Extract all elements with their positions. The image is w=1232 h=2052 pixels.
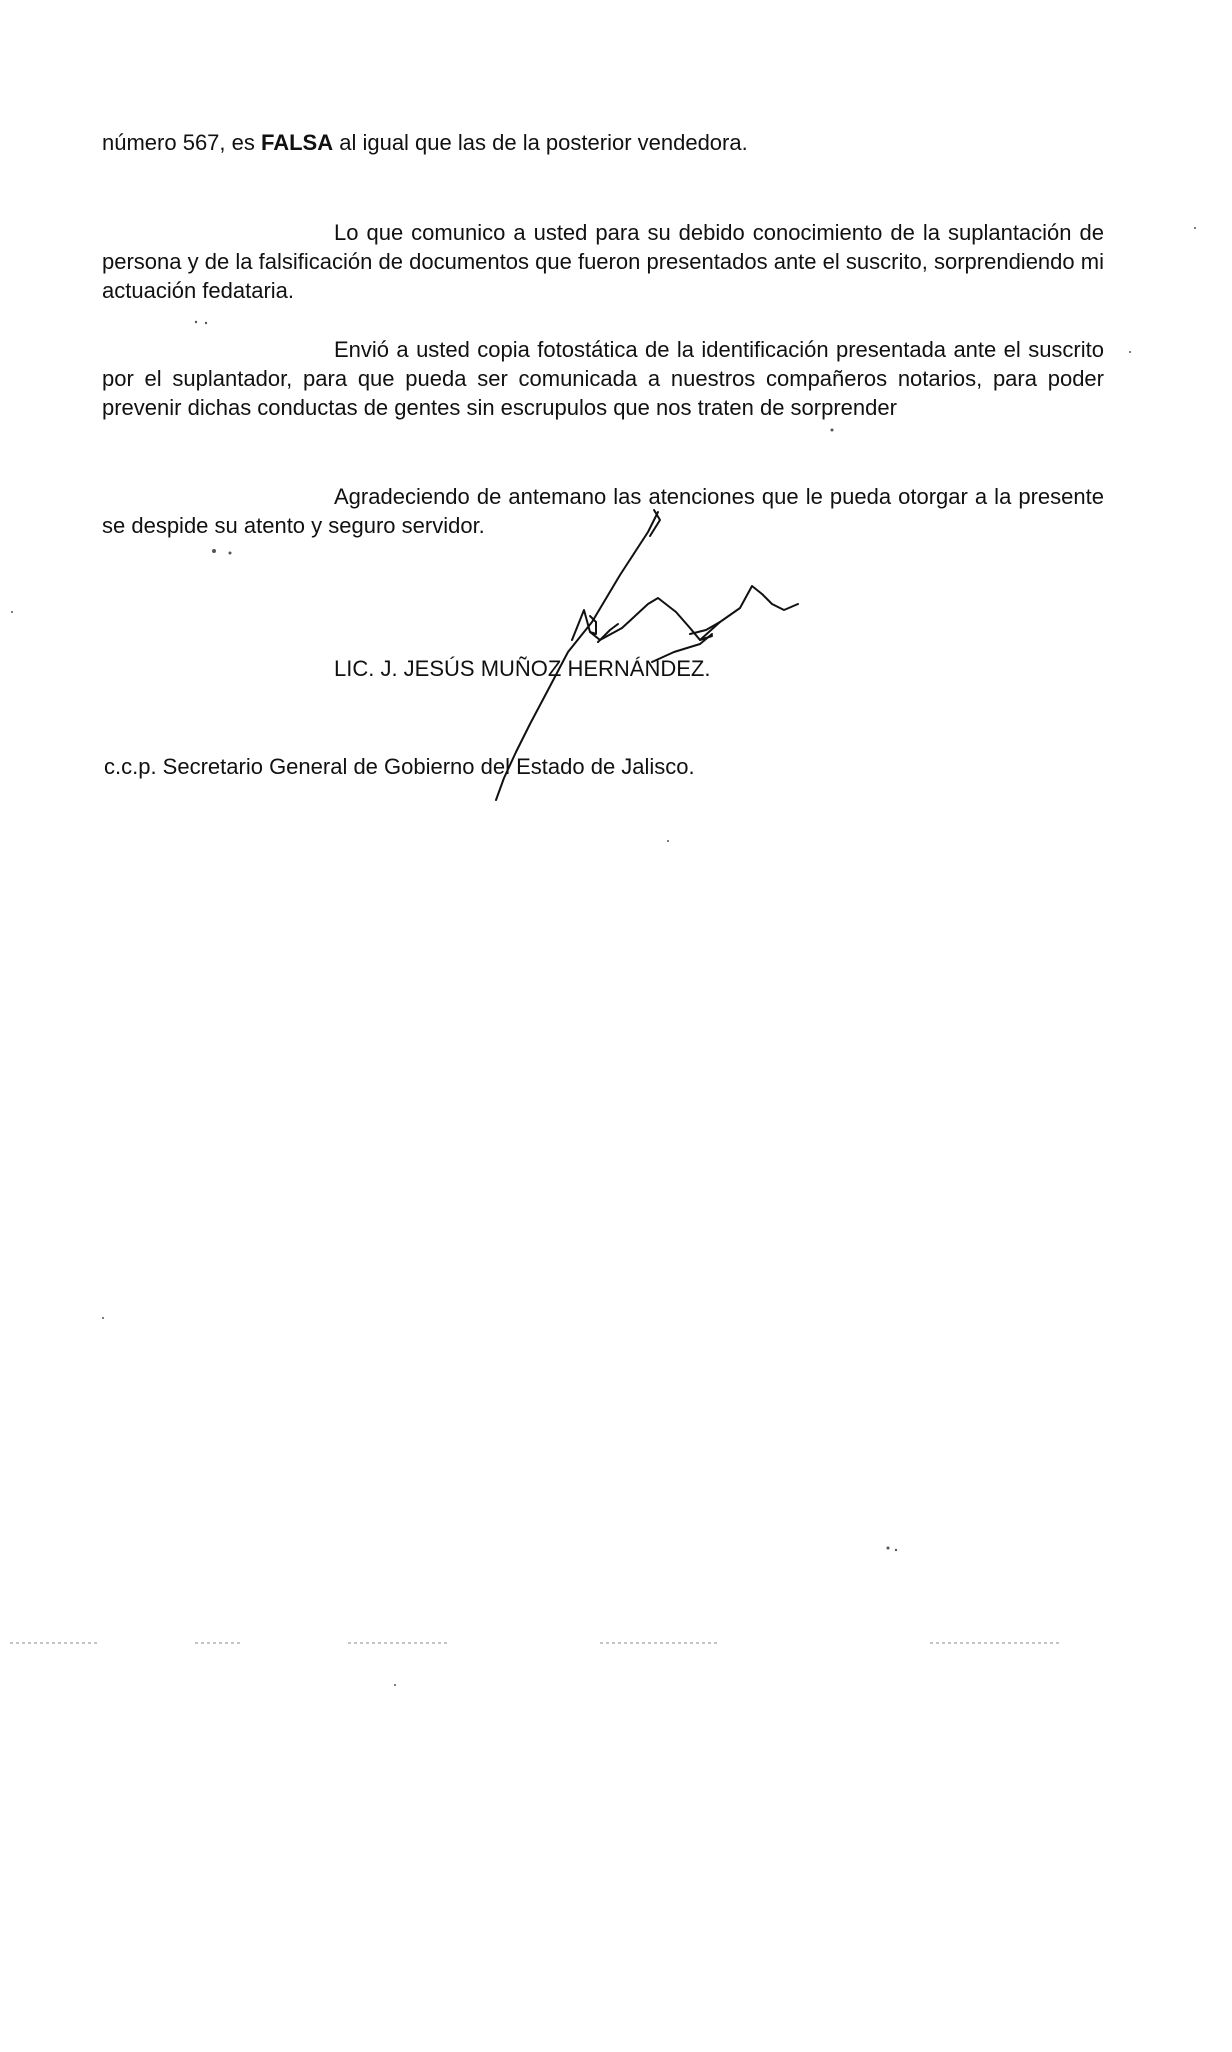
carbon-copy-line: c.c.p. Secretario General de Gobierno del Estado de Jalisco. xyxy=(104,754,695,779)
falsa-emphasis: FALSA xyxy=(260,130,334,155)
signatory-name: LIC. J. JESÚS MUÑOZ HERNÁNDEZ. xyxy=(334,656,711,681)
paragraph-closing: Agradeciendo de antemano las atenciones que le pueda otorgar a la presente se despide su atento y seguro servidor. xyxy=(102,484,1104,538)
paragraph-copy-sent: Envió a usted copia fotostática de la identificación presentada ante el suscrito por el suplantador, para que pueda ser comunicada a nuestros compañeros notarios, para poder prevenir dichas conductas de gentes sin escrupulos que nos traten de sorprender xyxy=(102,337,1104,420)
paragraph-notification: Lo que comunico a usted para su debido conocimiento de la suplantación de persona y de la falsificación de documentos que fueron presentados ante el suscrito, sorprendiendo mi actuación fedataria. xyxy=(102,220,1104,303)
paragraph-falsa-suffix: al igual que las de la posterior vendedora. xyxy=(333,130,748,155)
paragraph-falsa xyxy=(102,128,1104,157)
paragraph-falsa-prefix: número 567, es xyxy=(102,130,261,155)
